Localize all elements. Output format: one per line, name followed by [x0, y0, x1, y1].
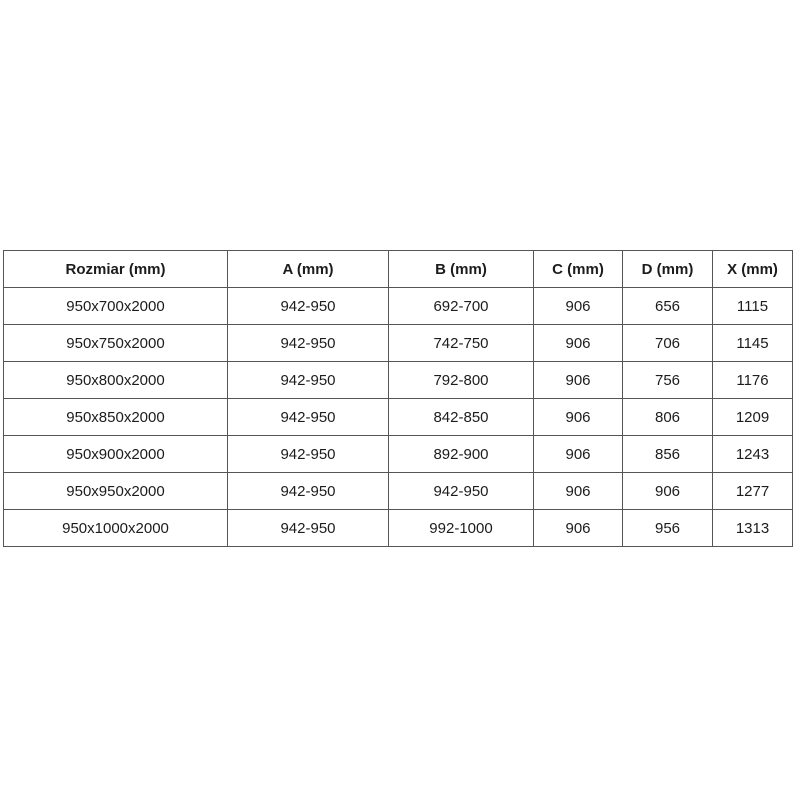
- table-cell: 942-950: [228, 473, 389, 510]
- table-row: [4, 473, 793, 510]
- column-header: Rozmiar (mm): [4, 251, 228, 288]
- table-cell: 906: [534, 473, 623, 510]
- table-row: [4, 399, 793, 436]
- table-cell: 950x700x2000: [4, 288, 228, 325]
- table-cell: 950x850x2000: [4, 399, 228, 436]
- table-cell: 1243: [713, 436, 793, 473]
- dimensions-table: [3, 250, 793, 547]
- table-cell: 906: [534, 288, 623, 325]
- table-row: [4, 436, 793, 473]
- table-cell: 942-950: [228, 399, 389, 436]
- table-cell: 706: [623, 325, 713, 362]
- table-cell: 1209: [713, 399, 793, 436]
- table-row: [4, 325, 793, 362]
- table-row: [4, 362, 793, 399]
- table-cell: 950x1000x2000: [4, 510, 228, 547]
- table-cell: 1145: [713, 325, 793, 362]
- table-cell: 906: [534, 436, 623, 473]
- table-cell: 992-1000: [389, 510, 534, 547]
- table-cell: 942-950: [228, 325, 389, 362]
- table-cell: 806: [623, 399, 713, 436]
- table-cell: 950x800x2000: [4, 362, 228, 399]
- table-cell: 950x950x2000: [4, 473, 228, 510]
- table-row: [4, 510, 793, 547]
- table-cell: 1176: [713, 362, 793, 399]
- table-body: [4, 288, 793, 547]
- table-cell: 756: [623, 362, 713, 399]
- header-row: [4, 251, 793, 288]
- table-cell: 906: [623, 473, 713, 510]
- table-cell: 950x750x2000: [4, 325, 228, 362]
- table-cell: 942-950: [228, 436, 389, 473]
- column-header: X (mm): [713, 251, 793, 288]
- column-header: D (mm): [623, 251, 713, 288]
- table-cell: 656: [623, 288, 713, 325]
- table-cell: 942-950: [228, 288, 389, 325]
- column-header: A (mm): [228, 251, 389, 288]
- table-cell: 692-700: [389, 288, 534, 325]
- table-cell: 856: [623, 436, 713, 473]
- table-cell: 942-950: [228, 362, 389, 399]
- table-cell: 906: [534, 399, 623, 436]
- table-cell: 842-850: [389, 399, 534, 436]
- column-header: C (mm): [534, 251, 623, 288]
- table-cell: 742-750: [389, 325, 534, 362]
- table-cell: 942-950: [389, 473, 534, 510]
- table-row: [4, 288, 793, 325]
- table-cell: 906: [534, 362, 623, 399]
- column-header: B (mm): [389, 251, 534, 288]
- table-cell: 792-800: [389, 362, 534, 399]
- table-cell: 906: [534, 325, 623, 362]
- table-cell: 892-900: [389, 436, 534, 473]
- table-cell: 1115: [713, 288, 793, 325]
- table-cell: 1313: [713, 510, 793, 547]
- table-cell: 942-950: [228, 510, 389, 547]
- table-cell: 956: [623, 510, 713, 547]
- table-cell: 950x900x2000: [4, 436, 228, 473]
- table-cell: 1277: [713, 473, 793, 510]
- table-cell: 906: [534, 510, 623, 547]
